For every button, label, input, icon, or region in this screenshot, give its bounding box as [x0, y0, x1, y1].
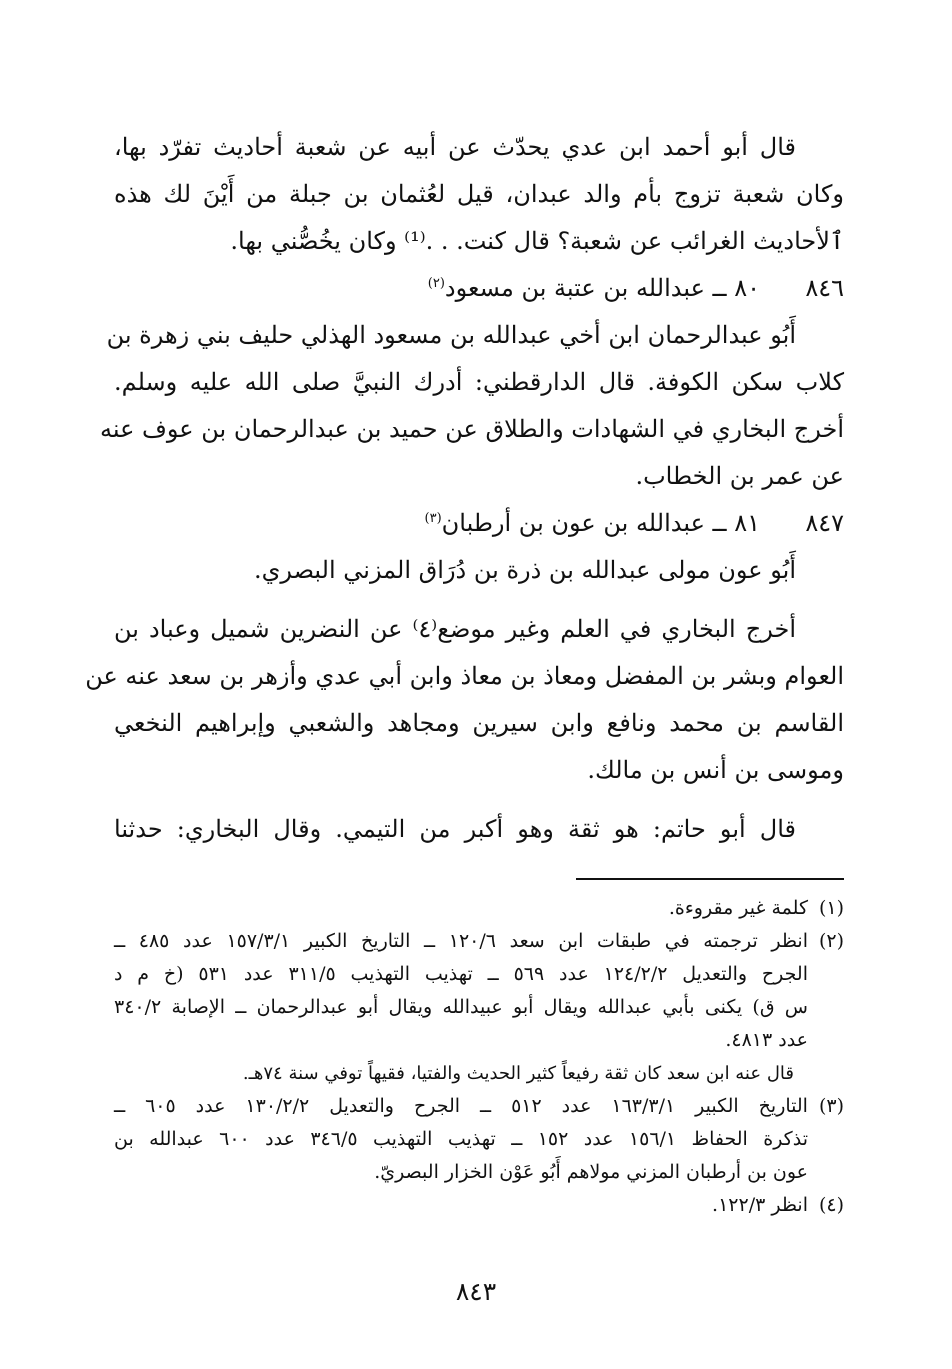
- text-line: العوام وبشر بن المفضل ومعاذ بن معاذ وابن أبي عدي وأزهر بن سعد عنه عن: [85, 662, 844, 690]
- footnote-4: [114, 1189, 844, 1222]
- paragraph-2: [99, 312, 844, 500]
- paragraph-3: أَبُو عون مولى عبدالله بن ذرة بن دُرَاق المزني البصري.: [253, 556, 796, 584]
- text-line: أَبُو عبدالرحمان ابن أخي عبدالله بن مسعود الهذلي حليف بني زهرة بن: [106, 321, 796, 349]
- footnote-line: عدد ٤٨١٣.: [725, 1029, 808, 1051]
- entry-heading-847: [114, 500, 844, 547]
- page-number: ٨٤٣: [455, 1277, 497, 1306]
- footnote-divider: [576, 878, 844, 880]
- entry-title: ٨١ ــ عبدالله بن عون بن أرطبان$^{(٣)}$: [424, 509, 760, 537]
- text-line: القاسم بن محمد ونافع وابن سيرين ومجاهد والشعبي وإبراهيم النخعي: [114, 709, 844, 737]
- footnote-line: كلمة غير مقروءة.: [668, 897, 808, 919]
- text-line: أخرج البخاري في العلم وغير موضع⁽٤⁾ عن النضرين شميل وعباد بن: [114, 615, 796, 643]
- footnote-3: [114, 1090, 844, 1189]
- entry-title: ٨٠ ــ عبدالله بن عتبة بن مسعود$^{(٢)}$: [427, 274, 760, 302]
- text-line: وكان شعبة تزوج بأم والد عبدان، قيل لعُثمان بن جبلة من أَيْنَ لك هذه: [114, 180, 844, 208]
- text-line: عن عمر بن الخطاب.: [635, 462, 844, 490]
- footnote-number: (١): [818, 897, 844, 919]
- footnote-line: الجرح والتعديل ١٢٤/٢/٢ عدد ٥٦٩ ــ تهذيب التهذيب ٣١١/٥ عدد ٥٣١ (خ م د: [114, 963, 808, 985]
- footnote-2: [114, 925, 844, 1057]
- text-line: كلاب سكن الكوفة. قال الدارقطني: أدرك النبيَّ صلى الله عليه وسلم.: [114, 368, 844, 396]
- text-line: قال أبو أحمد ابن عدي يحدّث عن أبيه عن شعبة أحاديث تفرّد بها،: [114, 133, 796, 161]
- footnote-number: (٣): [818, 1095, 844, 1117]
- footnote-number: (٤): [818, 1194, 844, 1216]
- footnote-line: انظر ١٢٢/٣.: [712, 1194, 808, 1216]
- text-line: وموسى بن أنس بن مالك.: [587, 756, 844, 784]
- footnote-addendum: قال عنه ابن سعد كان ثقة رفيعاً كثير الحديث والفتيا، فقيهاً توفي سنة ٧٤هـ.: [242, 1063, 794, 1084]
- footnote-line: س ق) يكنى بأبي عبدالله ويقال أبو عبيدالله ويقال أبو عبدالرحمان ــ الإصابة ٣٤٠/٢: [114, 996, 808, 1018]
- paragraph-4: [85, 606, 844, 794]
- entry-number: ٨٤٧: [805, 509, 844, 537]
- entry-heading-846: [114, 265, 844, 312]
- footnote-1: [114, 892, 844, 925]
- footnote-ref: (٣): [424, 511, 442, 526]
- footnote-line: انظر ترجمته في طبقات ابن سعد ١٢٠/٦ ــ التاريخ الكبير ١٥٧/٣/١ عدد ٤٨٥ ــ: [114, 930, 808, 952]
- footnote-ref: (٢): [427, 276, 445, 291]
- footnote-line: تذكرة الحفاظ ١٥٦/١ عدد ١٥٢ ــ تهذيب التهذيب ٣٤٦/٥ عدد ٦٠٠ عبدالله بن: [114, 1128, 808, 1150]
- footnote-number: (٢): [818, 930, 844, 952]
- paragraph-1: [114, 124, 844, 265]
- text-line: ٱلأحاديث الغرائب عن شعبة؟ قال كنت. . .⁽¹⁾ وكان يخُصُّني بها.: [230, 227, 844, 255]
- paragraph-5: قال أبو حاتم: هو ثقة وهو أكبر من التيمي. وقال البخاري: حدثنا: [114, 815, 796, 843]
- entry-number: ٨٤٦: [805, 274, 844, 302]
- text-line: أخرج البخاري في الشهادات والطلاق عن حميد بن عبدالرحمان بن عوف عنه: [99, 415, 844, 443]
- footnote-line: عون بن أرطبان المزني مولاهم أَبُو عَوْن الخزار البصريّ.: [374, 1161, 808, 1183]
- footnotes: [114, 892, 844, 1222]
- main-text: [85, 124, 844, 853]
- footnote-line: التاريخ الكبير ١٦٣/٣/١ عدد ٥١٢ ــ الجرح والتعديل ١٣٠/٢/٢ عدد ٦٠٥ ــ: [114, 1095, 808, 1117]
